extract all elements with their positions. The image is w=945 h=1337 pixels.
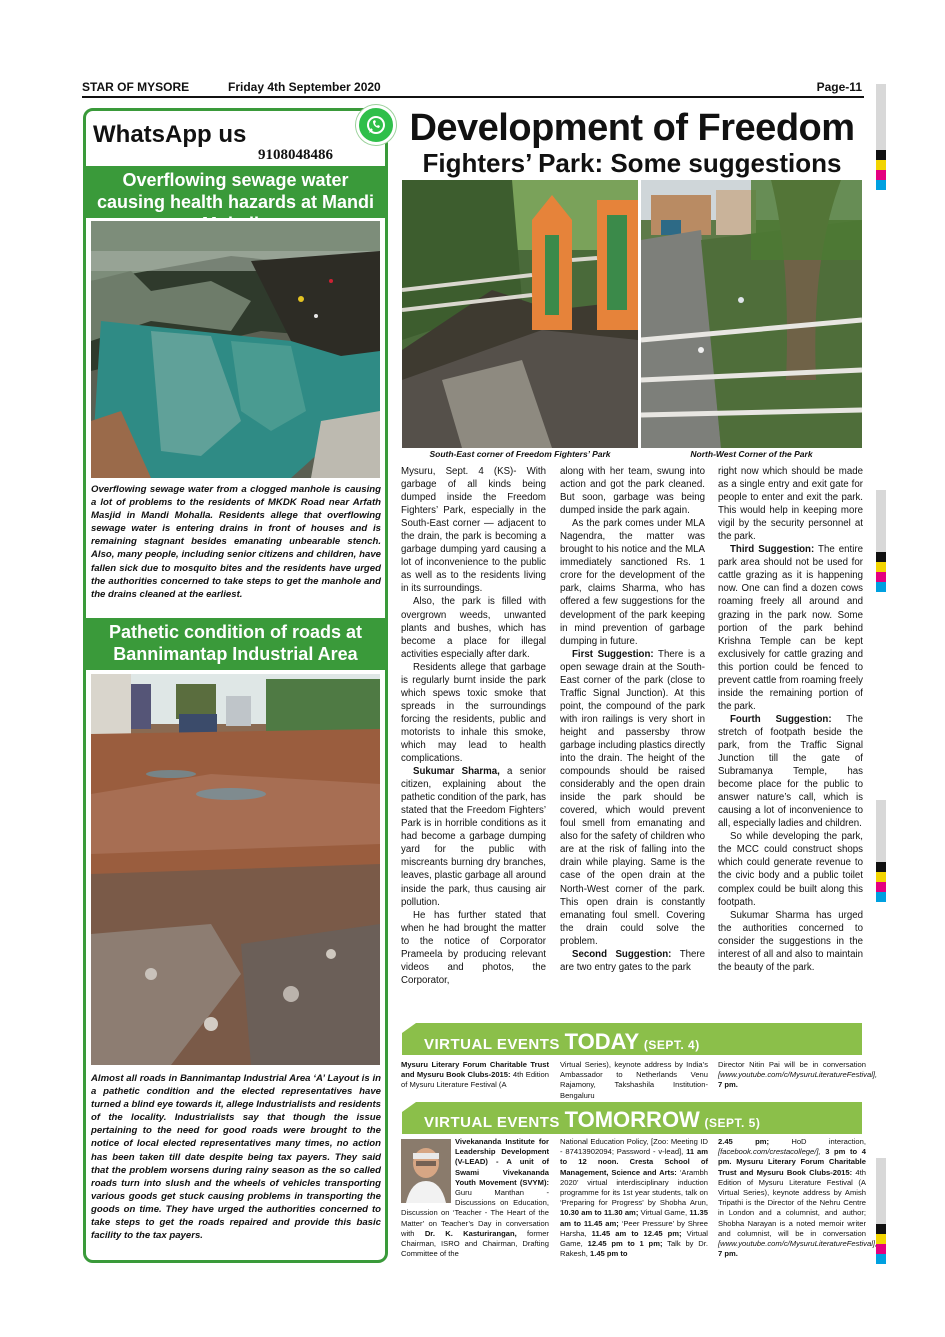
article-headline: Development of Freedom [409, 107, 855, 149]
paragraph: Second Suggestion: There are two entry gates to the park [560, 948, 706, 973]
lead-term: First Suggestion: [572, 648, 654, 660]
paragraph: So while developing the park, the MCC could construct shops which could generate revenue to the civic body and a public toilet complex could be built along this footpath. [718, 831, 863, 908]
whatsapp-title: WhatsApp us [93, 121, 247, 148]
event-text: National Education Policy, [Zoo: Meeting ID - 87413902094; Password - v-lead], [560, 1137, 708, 1157]
story2-caption: Almost all roads in Bannimantap Industrial Area ‘A’ Layout is in a pathetic condition and the elected representatives have turned a blind eye towards it, allege Industrialists and residents of the locality. Industrialists say that though the issue pertaining to the need for good roads were brought to the notice of local elected representatives many times, no action has been taken till date despite being tax payers. They said that the problem worsens during rainy season as the so called roads turn into slush and the wheels of vehicles transporting various goods get stuck causing problems in transporting the goods on time. They have urged the authorities concerned to take steps to get the roads repaired and provide this basic facility to the tax payers. [91, 1073, 382, 1242]
paragraph: Third Suggestion: The entire park area should not be used for cattle grazing as it is happening now. One can find a dozen cows roaming freely all around and grazing in the park now. Some portion of the park behind Krishna Temple can be kept exclusively for cattle grazing and this portion could be fenced to prevent cattle from roaming freely inside the remaining portion of the park. [718, 544, 863, 712]
event-time: 12.45 pm to 1 pm; [587, 1239, 663, 1249]
registration-bar [876, 1158, 886, 1224]
registration-cyan [876, 582, 886, 592]
registration-yellow [876, 562, 886, 572]
event-org: Mysuru Literary Forum Charitable Trust and Mysuru Book Clubs-2015: [718, 1157, 866, 1177]
event-time: 3 pm to 4 pm. [718, 1147, 866, 1167]
event-time: 2.45 pm; [718, 1137, 770, 1146]
event-time: 7 pm. [718, 1249, 738, 1259]
event-text: Virtual Game, [640, 1208, 688, 1218]
event-text: former Chairman, ISRO and Chairman, Drafting Committee of the [401, 1228, 549, 1259]
paragraph: along with her team, swung into action and got the park cleaned. But soon, garbage was being dumped inside the park again. [560, 466, 705, 517]
events-today-band [402, 1023, 862, 1055]
registration-cyan [876, 892, 886, 902]
registration-black [876, 862, 886, 872]
events-label-tomorrow: TOMORROW [564, 1107, 700, 1132]
events-label-today: TODAY [564, 1029, 640, 1054]
event-time: 7 pm. [718, 1080, 738, 1090]
registration-bar [876, 490, 886, 552]
band-notch [402, 1023, 416, 1033]
paragraph: right now which should be made as a single entry and exit gate for people to enter and exit the park. This would help in keeping more vigil by the security personnel at the park. [718, 466, 863, 543]
registration-magenta [876, 170, 886, 180]
events-label-prefix: VIRTUAL EVENTS [424, 1114, 560, 1131]
event-text: Virtual Series), keynote address by India’s Ambassador to Netherlands Venu Rajamony, Takshashila Institution-Bengaluru [560, 1060, 708, 1100]
registration-magenta [876, 1244, 886, 1254]
registration-yellow [876, 160, 886, 170]
paragraph: Also, the park is filled with overgrown weeds, unwanted plants and bushes, which has become a place for illegal activities especially after dark. [401, 596, 546, 660]
park-northwest-photo [641, 180, 862, 448]
event-text: Director Nitin Pai will be in conversation [718, 1060, 866, 1069]
whatsapp-icon [356, 105, 396, 145]
registration-black [876, 552, 886, 562]
registration-black [876, 1224, 886, 1234]
registration-yellow [876, 872, 886, 882]
event-text: 4th Edition of Mysuru Literature Festival (A Virtual Series), keynote address by Amish Tripathi is the Director of the Nehru Centre in London and a columnist, and author; Shobha Narayan is a noted memoir writer and columnist, will be in conversation [718, 1167, 866, 1238]
speaker-photo [401, 1139, 451, 1203]
events-tomorrow-band [402, 1102, 862, 1134]
story2-headline: Pathetic condition of roads at Bannimantap Industrial Area [86, 618, 385, 670]
events-today-col-2 [560, 1060, 708, 1101]
lead-term: Sukumar Sharma, [413, 766, 500, 778]
event-text: ‘Arambh 2020’ virtual interdisciplinary induction programme for its 1st year students, talk on ‘Preparing for Progress’ by Shobha Arun, [560, 1167, 708, 1208]
article-column-2 [560, 465, 705, 974]
event-text: HoD interaction, [791, 1137, 866, 1146]
event-text: Virtual Game, [560, 1228, 708, 1249]
event-text: Talk by Dr. Rakesh, [560, 1239, 708, 1259]
lead-term: Fourth Suggestion: [730, 713, 832, 725]
paragraph: Mysuru, Sept. 4 (KS)- With garbage of all kinds being dumped inside the Freedom Fighters’ Park, especially in the South-East corner — adjacent to the drain, the park is becoming a garbage dumping yard causing a lot of inconvenience to the public as well as to the residents living in its surroundings. [401, 466, 546, 595]
events-today-col-1 [401, 1060, 549, 1091]
registration-cyan [876, 180, 886, 190]
registration-black [876, 150, 886, 160]
newspaper-name: STAR OF MYSORE [82, 80, 190, 94]
road-photo [91, 674, 380, 1065]
event-link[interactable]: [facebook.com/crestacollege/], [718, 1147, 821, 1157]
whatsapp-sidebar [83, 108, 388, 1263]
event-org: Mysuru Literary Forum Charitable Trust and Mysuru Book Clubs-2015: [401, 1060, 549, 1080]
registration-magenta [876, 882, 886, 892]
events-label-date: (SEPT. 5) [704, 1116, 761, 1130]
events-tomorrow-label [424, 1107, 760, 1133]
page-number: Page-11 [816, 80, 862, 94]
photo-caption-southeast: South-East corner of Freedom Fighters’ Park [429, 449, 611, 459]
story1-caption: Overflowing sewage water from a clogged manhole is causing a lot of problems to the residents of MKDK Road near Arfath Masjid in Mandi Mohalla. Residents allege that overflowing sewage water is entering drains in front of houses and is remaining stagnant besides emanating unbearable stench. Also, many people, including senior citizens and children, have fallen sick due to mosquito bites and the residents have urged the authorities concerned to take steps to get the manhole and the drains cleaned at the earliest. [91, 484, 381, 600]
event-speaker: Dr. K. Kasturirangan, [424, 1228, 517, 1238]
events-label-date: (SEPT. 4) [643, 1038, 700, 1052]
article-subheadline: Fighters’ Park: Some suggestions [422, 148, 842, 178]
event-text: Guru Manthan - Discussions on Education, Discussion on ‘Teacher - The Heart of the Matter’ on Teacher’s Day in conversation with [401, 1188, 549, 1238]
events-label-prefix: VIRTUAL EVENTS [424, 1036, 560, 1053]
events-tomorrow-col-1 [401, 1137, 549, 1259]
photo-caption-northwest: North-West Corner of the Park [690, 449, 813, 459]
page-header [82, 78, 864, 98]
events-tomorrow-col-2 [560, 1137, 708, 1259]
event-text: ‘Peer Pressure’ by Shree Harsha, [560, 1218, 708, 1238]
events-tomorrow-col-3 [718, 1137, 878, 1259]
event-org: Cresta School of Management, Science and Arts: [560, 1157, 708, 1177]
article-column-3 [718, 465, 863, 974]
whatsapp-number: 9108048486 [258, 147, 333, 163]
paragraph: Sukumar Sharma has urged the authorities concerned to consider the suggestions in the interest of all and also to maintain the beauty of the park. [718, 909, 863, 973]
band-notch [402, 1102, 416, 1112]
registration-cyan [876, 1254, 886, 1264]
sewage-photo [91, 221, 380, 478]
registration-magenta [876, 572, 886, 582]
event-link[interactable]: [www.youtube.com/c/MysuruLiteratureFestival], [718, 1239, 878, 1249]
registration-bar [876, 800, 886, 862]
paragraph: As the park comes under MLA Nagendra, the matter was brought to his notice and the MLA immediately sanctioned Rs. 1 crore for the development of the park, claims Sharma, who has offered a few suggestions for the development of the park keeping in mind prevention of garbage dumping in future. [560, 518, 705, 647]
events-today-label [424, 1029, 700, 1055]
lead-term: Second Suggestion: [572, 948, 672, 960]
event-time: 11 am to 12 noon. [560, 1147, 708, 1167]
event-time: 11.45 am to 12.45 pm; [591, 1228, 682, 1238]
registration-bar [876, 84, 886, 150]
paragraph: First Suggestion: There is a open sewage drain at the South-East corner of the park (close to Traffic Signal Junction). At this point, the compound of the park with iron railings is very short in height and passersby throw garbage including plastics directly into the drain. The height of the compounds should be raised considerably and the open drain inside the park should be covered, which would prevent foul smell from emanating and also for the safety of children who are at the risk of falling into the drain while playing. Same is the case of the open drain at the North-West corner of the park. This open drain is constantly emanating foul smell. Covering the drain could solve the problem. [560, 648, 705, 947]
issue-date: Friday 4th September 2020 [228, 80, 381, 94]
lead-term: Third Suggestion: [730, 544, 815, 556]
paragraph: Fourth Suggestion: The stretch of footpath beside the park, from the Traffic Signal Junction till the gate of Subramanya Temple, has become place for the public to answer nature’s call, which is causing a lot of inconvenience to all, especially ladies and children. [718, 713, 863, 830]
story1-headline: Overflowing sewage water causing health hazards at Mandi [86, 166, 385, 218]
event-time: 11.35 am to 11.45 am; [560, 1208, 708, 1228]
registration-yellow [876, 1234, 886, 1244]
event-text: 4th Edition of Mysuru Literature Festival (A [401, 1070, 549, 1090]
event-org: Vivekananda Institute for Leadership Development (V-LEAD) - A unit of Swami Vivekananda Youth Movement (SVYM): [455, 1137, 549, 1187]
event-link[interactable]: [www.youtube.com/c/MysuruLiteratureFestival], [718, 1070, 878, 1080]
article-column-1 [401, 465, 546, 987]
paragraph: He has further stated that when he had brought the matter to the notice of Corporator Prameela by producing relevant videos and photos, the Corporator, [401, 909, 546, 986]
paragraph: Residents allege that garbage is regularly burnt inside the park which spews toxic smoke that spreads in the surroundings forcing the residents, public and motorists to inhale this smoke, which may lead to health complications. [401, 661, 546, 765]
park-southeast-photo [402, 180, 638, 448]
events-today-col-3 [718, 1060, 878, 1091]
event-time: 1.45 pm to [589, 1249, 628, 1259]
event-time: 10.30 am to 11.30 am; [560, 1208, 639, 1218]
paragraph: Sukumar Sharma, a senior citizen, explaining about the pathetic condition of the park, has stated that the Freedom Fighters’ Park is in horrible conditions as it had become a garbage dumping yard for the public with miscreants burning dry branches, leaves, plastic garbage all around inside the park, thus causing air pollution. [401, 766, 546, 908]
